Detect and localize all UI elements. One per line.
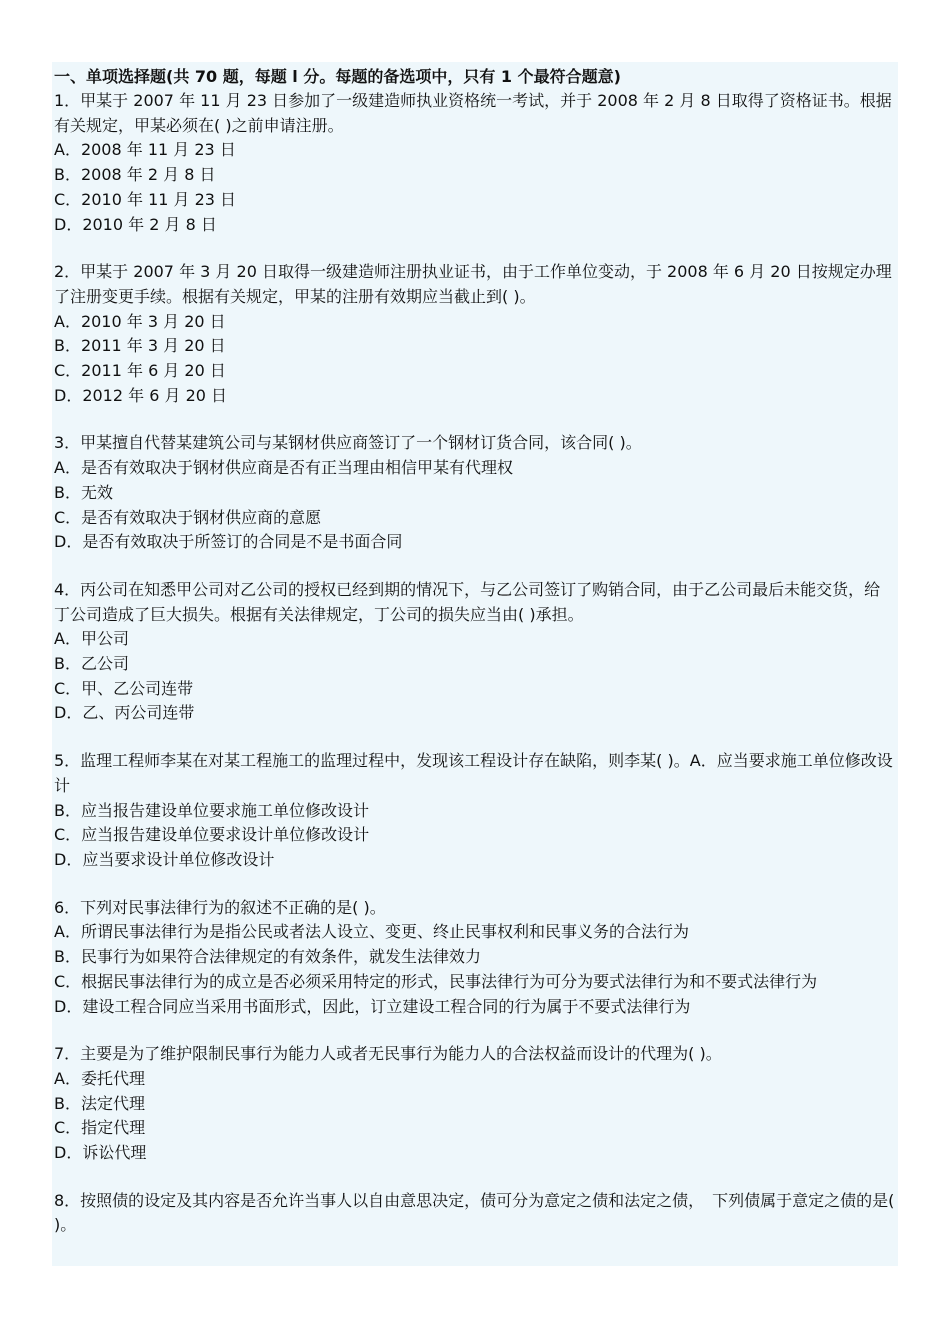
option-c: C．指定代理: [54, 1118, 146, 1138]
question-list: [52, 62, 898, 1238]
option-b: B．民事行为如果符合法律规定的有效条件，就发生法律效力: [54, 947, 481, 967]
question-5: [54, 749, 896, 873]
question-stem: 3．甲某擅自代替某建筑公司与某钢材供应商签订了一个钢材订货合同，该合同( )。: [54, 433, 642, 453]
question-2: [54, 260, 896, 408]
option-a: A．所谓民事法律行为是指公民或者法人设立、变更、终止民事权利和民事义务的合法行为: [54, 922, 689, 942]
question-6: [54, 896, 896, 1020]
option-d: D．乙、丙公司连带: [54, 703, 195, 723]
question-7: [54, 1042, 896, 1166]
option-b: B．无效: [54, 482, 113, 502]
option-a: A．委托代理: [54, 1068, 145, 1088]
option-c: C．甲、乙公司连带: [54, 678, 194, 698]
option-c: C．根据民事法律行为的成立是否必须采用特定的形式，民事法律行为可分为要式法律行为和不要式法律行为: [54, 971, 818, 991]
question-stem: 2．甲某于 2007 年 3 月 20 日取得一级建造师注册执业证书，由于工作单位变动，于 2008 年 6 月 20 日按规定办理了注册变更手续。根据有关规定，甲某的注册有效期应当截止到( )。: [54, 262, 892, 306]
option-b: B．法定代理: [54, 1093, 145, 1113]
option-a: A．2008 年 11 月 23 日: [54, 140, 236, 160]
option-a: A．是否有效取决于钢材供应商是否有正当理由相信甲某有代理权: [54, 458, 513, 478]
option-b: B．2008 年 2 月 8 日: [54, 165, 216, 185]
question-3: [54, 431, 896, 555]
option-a: A．甲公司: [54, 629, 129, 649]
document-page: [52, 62, 898, 1266]
option-d: D．诉讼代理: [54, 1143, 147, 1163]
option-d: D．建设工程合同应当采用书面形式，因此，订立建设工程合同的行为属于不要式法律行为: [54, 996, 691, 1016]
section-heading: 一、单项选择题(共 70 题，每题 l 分。每题的备选项中，只有 1 个最符合题意): [54, 67, 621, 86]
option-b: B．乙公司: [54, 654, 129, 674]
option-d: D．是否有效取决于所签订的合同是不是书面合同: [54, 532, 403, 552]
question-stem: 4．丙公司在知悉甲公司对乙公司的授权已经到期的情况下，与乙公司签订了购销合同，由于乙公司最后未能交货，给丁公司造成了巨大损失。根据有关法律规定，丁公司的损失应当由( )承担。: [54, 579, 881, 624]
option-c: C．应当报告建设单位要求设计单位修改设计: [54, 825, 370, 845]
option-c: C．2011 年 6 月 20 日: [54, 361, 226, 381]
question-stem: 5．监理工程师李某在对某工程施工的监理过程中，发现该工程设计存在缺陷，则李某( )。A．应当要求施工单位修改设计: [54, 751, 893, 795]
option-a: A．2010 年 3 月 20 日: [54, 311, 226, 331]
option-c: C．2010 年 11 月 23 日: [54, 189, 237, 209]
question-stem: 1．甲某于 2007 年 11 月 23 日参加了一级建造师执业资格统一考试，并于 2008 年 2 月 8 日取得了资格证书。根据有关规定，甲某必须在( )之前申请注册。: [54, 91, 892, 135]
option-c: C．是否有效取决于钢材供应商的意愿: [54, 507, 322, 527]
question-stem: 7．主要是为了维护限制民事行为能力人或者无民事行为能力人的合法权益而设计的代理为( )。: [54, 1044, 722, 1064]
option-d: D．2012 年 6 月 20 日: [54, 385, 228, 405]
question-1: [54, 89, 896, 237]
option-b: B．应当报告建设单位要求施工单位修改设计: [54, 800, 369, 820]
question-stem: 8．按照债的设定及其内容是否允许当事人以自由意思决定，债可分为意定之债和法定之债， 下列债属于意定之债的是( )。: [54, 1190, 895, 1235]
option-d: D．2010 年 2 月 8 日: [54, 214, 217, 234]
question-8: [54, 1189, 896, 1238]
option-b: B．2011 年 3 月 20 日: [54, 336, 226, 356]
option-d: D．应当要求设计单位修改设计: [54, 849, 275, 869]
question-4: [54, 578, 896, 726]
question-stem: 6．下列对民事法律行为的叙述不正确的是( )。: [54, 897, 386, 917]
